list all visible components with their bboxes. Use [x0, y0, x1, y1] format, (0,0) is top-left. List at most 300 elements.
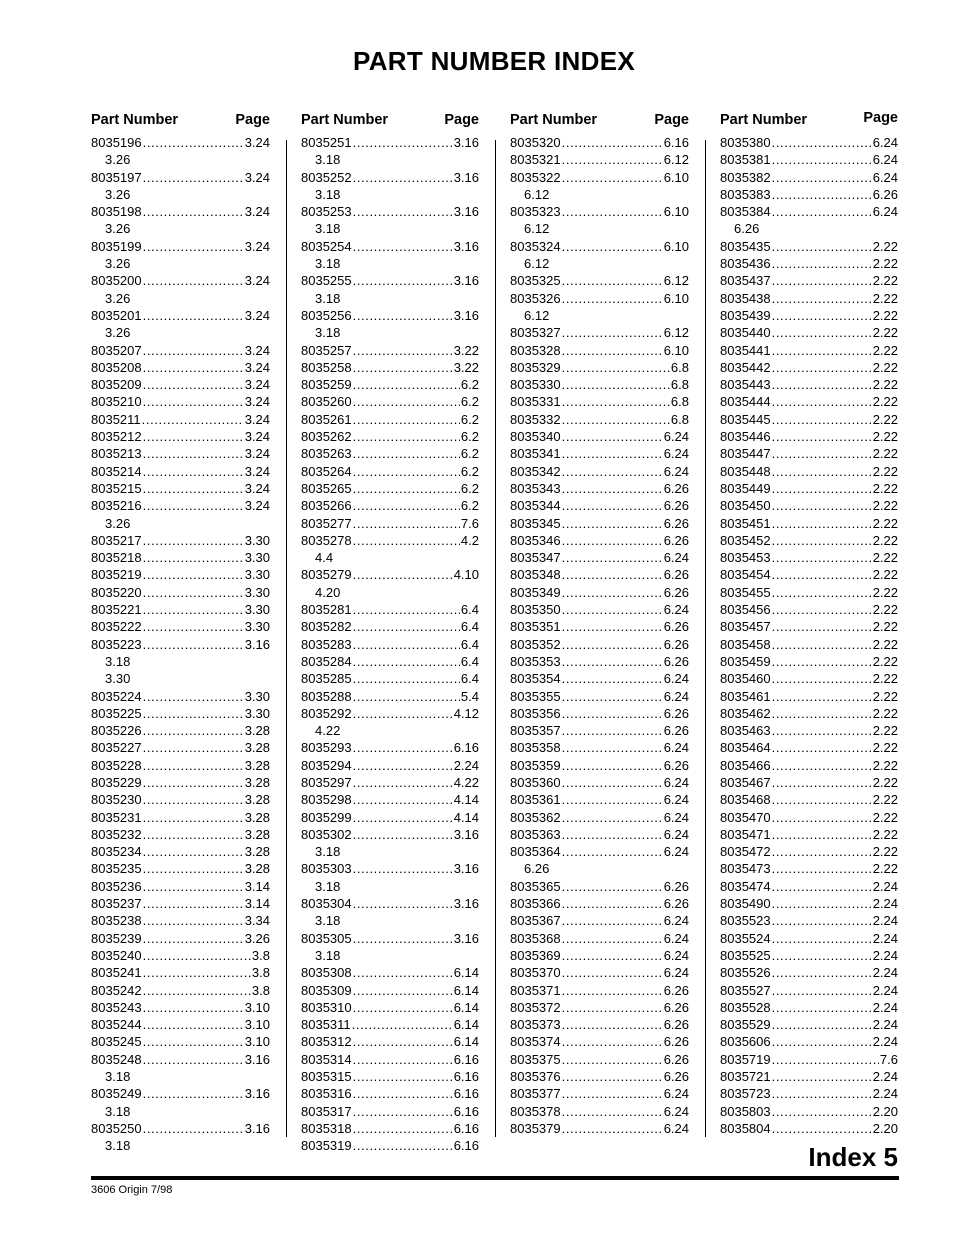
- index-entry: [301, 930, 479, 965]
- dot-leader: [353, 688, 460, 705]
- dot-leader: [562, 238, 663, 255]
- entry-line: [91, 428, 270, 445]
- entry-line: [510, 584, 689, 601]
- index-entry: [301, 964, 479, 981]
- dot-leader: [143, 272, 244, 289]
- index-entry: [91, 982, 270, 999]
- dot-leader: [353, 1085, 453, 1102]
- dot-leader: [353, 1051, 453, 1068]
- page-ref: 2.24: [872, 896, 898, 912]
- part-number: 8035316: [301, 1086, 352, 1102]
- page-ref: 6.26: [663, 705, 689, 721]
- part-number: 8035303: [301, 861, 352, 877]
- part-number: 8035285: [301, 671, 352, 687]
- entry-line: [720, 203, 898, 220]
- index-entry: [510, 1120, 689, 1137]
- part-number: 8035249: [91, 1086, 142, 1102]
- dot-leader: [562, 566, 663, 583]
- page-ref-continued: 4.20: [315, 584, 341, 600]
- part-number: 8035212: [91, 429, 142, 445]
- entry-line: [301, 860, 479, 877]
- entry-line: [510, 1033, 689, 1050]
- page-ref: 6.26: [663, 896, 689, 912]
- page-ref: 3.16: [244, 636, 270, 652]
- dot-leader: [772, 1120, 872, 1137]
- column-divider: [286, 140, 287, 1137]
- part-number: 8035356: [510, 705, 561, 721]
- page-ref: 6.16: [453, 1120, 479, 1136]
- page-ref: 6.26: [663, 982, 689, 998]
- page-ref-continued: 6.12: [524, 307, 550, 323]
- entry-line: [510, 463, 689, 480]
- page-ref: 2.22: [872, 774, 898, 790]
- entry-line: [720, 134, 898, 151]
- part-number: 8035209: [91, 377, 142, 393]
- page-ref: 3.22: [453, 359, 479, 375]
- index-entry: [720, 393, 898, 410]
- dot-leader: [353, 860, 453, 877]
- part-number: 8035450: [720, 498, 771, 514]
- entry-line: [510, 930, 689, 947]
- page-ref: 3.30: [244, 584, 270, 600]
- dot-leader: [772, 272, 872, 289]
- entry-line: [301, 134, 479, 151]
- page-ref: 3.24: [244, 394, 270, 410]
- dot-leader: [772, 670, 872, 687]
- page-ref: 3.28: [244, 774, 270, 790]
- page-ref: 6.14: [453, 1034, 479, 1050]
- index-entry: [91, 411, 270, 428]
- part-number: 8035231: [91, 809, 142, 825]
- entry-line: [510, 1103, 689, 1120]
- index-entry: [510, 999, 689, 1016]
- page-ref: 6.4: [460, 653, 479, 669]
- part-number: 8035263: [301, 446, 352, 462]
- index-entry: [510, 930, 689, 947]
- index-entry: [720, 1068, 898, 1085]
- part-number: 8035315: [301, 1069, 352, 1085]
- index-entry: [91, 359, 270, 376]
- part-number: 8035371: [510, 982, 561, 998]
- dot-leader: [562, 982, 663, 999]
- entry-line: [91, 359, 270, 376]
- entry-line: [510, 826, 689, 843]
- entry-line: [91, 203, 270, 220]
- index-entry: [91, 843, 270, 860]
- dot-leader: [143, 359, 244, 376]
- page-ref: 2.22: [872, 394, 898, 410]
- dot-leader: [143, 826, 244, 843]
- entry-line: [301, 1120, 479, 1137]
- dot-leader: [353, 411, 460, 428]
- entry-line: [720, 878, 898, 895]
- page-ref-continued: 3.26: [105, 256, 131, 272]
- index-entry: [510, 428, 689, 445]
- part-number: 8035468: [720, 792, 771, 808]
- entry-line: [91, 584, 270, 601]
- index-entry: [301, 670, 479, 687]
- index-entry: [91, 826, 270, 843]
- part-number: 8035225: [91, 705, 142, 721]
- part-number: 8035257: [301, 342, 352, 358]
- page-ref: 6.24: [663, 965, 689, 981]
- page-ref: 3.14: [244, 878, 270, 894]
- dot-leader: [353, 826, 453, 843]
- dot-leader: [562, 1051, 663, 1068]
- page-ref: 3.28: [244, 861, 270, 877]
- page-ref-continued: 3.26: [105, 221, 131, 237]
- entry-line: [510, 636, 689, 653]
- dot-leader: [353, 930, 453, 947]
- part-number: 8035435: [720, 238, 771, 254]
- entry-line: [720, 445, 898, 462]
- page-ref: 4.2: [460, 532, 479, 548]
- entry-line: [720, 324, 898, 341]
- index-entry: [510, 895, 689, 912]
- index-entry: [510, 1103, 689, 1120]
- page-ref: 6.24: [663, 809, 689, 825]
- dot-leader: [143, 532, 244, 549]
- index-entry: [720, 255, 898, 272]
- index-entry: [720, 774, 898, 791]
- entry-line: [301, 653, 479, 670]
- page-ref-continued: 3.18: [315, 325, 341, 341]
- page-ref: 6.26: [663, 567, 689, 583]
- dot-leader: [562, 324, 663, 341]
- entry-line: [301, 705, 479, 722]
- dot-leader: [562, 999, 663, 1016]
- entry-line: [91, 843, 270, 860]
- dot-leader: [143, 134, 244, 151]
- part-number: 8035528: [720, 999, 771, 1015]
- page-ref: 3.34: [244, 913, 270, 929]
- entry-line: [91, 1033, 270, 1050]
- entry-line: [510, 688, 689, 705]
- part-number: 8035374: [510, 1034, 561, 1050]
- index-entry: [510, 947, 689, 964]
- dot-leader: [353, 169, 453, 186]
- entry-line: [91, 1085, 270, 1102]
- index-entry: [301, 134, 479, 169]
- part-number: 8035221: [91, 602, 142, 618]
- part-number: 8035357: [510, 723, 561, 739]
- page-ref: 2.22: [872, 446, 898, 462]
- dot-leader: [353, 1033, 453, 1050]
- index-entry: [510, 791, 689, 808]
- dot-leader: [143, 757, 244, 774]
- page-ref: 6.26: [663, 619, 689, 635]
- part-number: 8035466: [720, 757, 771, 773]
- part-number: 8035277: [301, 515, 352, 531]
- dot-leader: [143, 376, 244, 393]
- page-ref: 6.24: [663, 826, 689, 842]
- part-number: 8035328: [510, 342, 561, 358]
- entry-line: [720, 359, 898, 376]
- dot-leader: [562, 739, 663, 756]
- index-entry: [510, 411, 689, 428]
- dot-leader: [353, 428, 460, 445]
- dot-leader: [353, 445, 460, 462]
- dot-leader: [562, 878, 663, 895]
- part-number: 8035372: [510, 999, 561, 1015]
- part-number: 8035320: [510, 135, 561, 150]
- entry-line: [510, 238, 689, 255]
- index-entry: [720, 1033, 898, 1050]
- entry-line: [301, 670, 479, 687]
- entry-line: [301, 688, 479, 705]
- part-number: 8035282: [301, 619, 352, 635]
- index-entry: [510, 290, 689, 325]
- dot-leader: [772, 878, 872, 895]
- entry-line: [720, 860, 898, 877]
- index-entry: [510, 1033, 689, 1050]
- part-number: 8035355: [510, 688, 561, 704]
- part-number: 8035207: [91, 342, 142, 358]
- entry-line: [720, 826, 898, 843]
- index-entry: [91, 999, 270, 1016]
- entry-line: [510, 653, 689, 670]
- page-ref: 6.24: [872, 135, 898, 150]
- dot-leader: [772, 480, 872, 497]
- entry-line: [510, 1016, 689, 1033]
- page-ref: 2.22: [872, 325, 898, 341]
- entry-line: [720, 670, 898, 687]
- dot-leader: [353, 393, 460, 410]
- entry-line: [301, 480, 479, 497]
- page-ref: 3.10: [244, 1017, 270, 1033]
- index-entry: [720, 1103, 898, 1120]
- dot-leader: [143, 445, 244, 462]
- index-column-3: [510, 110, 689, 1137]
- page-ref: 3.24: [244, 480, 270, 496]
- entry-line: [510, 290, 689, 307]
- part-number: 8035228: [91, 757, 142, 773]
- part-number: 8035319: [301, 1138, 352, 1154]
- page-ref: 3.24: [244, 204, 270, 220]
- part-number: 8035217: [91, 532, 142, 548]
- part-number: 8035354: [510, 671, 561, 687]
- index-entry: [720, 791, 898, 808]
- entry-line: [720, 1068, 898, 1085]
- dot-leader: [772, 290, 872, 307]
- part-number: 8035470: [720, 809, 771, 825]
- page-ref: 6.10: [663, 290, 689, 306]
- page-ref-continued: 3.26: [105, 152, 131, 168]
- part-number: 8035200: [91, 273, 142, 289]
- dot-leader: [772, 463, 872, 480]
- page-ref: 6.24: [663, 446, 689, 462]
- entry-line: [510, 601, 689, 618]
- part-number: 8035529: [720, 1017, 771, 1033]
- page-ref: 3.24: [244, 498, 270, 514]
- entry-line: [720, 1103, 898, 1120]
- column-header: [301, 110, 479, 134]
- entry-line: [720, 791, 898, 808]
- dot-leader: [562, 359, 670, 376]
- page-heading: Page: [654, 112, 689, 128]
- part-number: 8035451: [720, 515, 771, 531]
- index-entry: [720, 809, 898, 826]
- page-ref: 6.24: [663, 1120, 689, 1136]
- dot-leader: [353, 999, 453, 1016]
- column-divider: [495, 140, 496, 1137]
- index-entry: [301, 705, 479, 740]
- entry-line: [510, 1068, 689, 1085]
- index-entry: [720, 463, 898, 480]
- part-number: 8035229: [91, 774, 142, 790]
- page-ref: 6.16: [663, 135, 689, 150]
- page-ref: 2.22: [872, 515, 898, 531]
- entry-line: [510, 324, 689, 341]
- index-entry: [301, 895, 479, 930]
- dot-leader: [353, 653, 460, 670]
- dot-leader: [562, 584, 663, 601]
- dot-leader: [772, 428, 872, 445]
- page-ref: 2.22: [872, 844, 898, 860]
- entry-line: [510, 1085, 689, 1102]
- part-number: 8035369: [510, 947, 561, 963]
- entry-line: [91, 999, 270, 1016]
- index-entry: [301, 1016, 479, 1033]
- entry-line: [301, 601, 479, 618]
- page-ref-continued: 4.4: [315, 550, 334, 566]
- page-ref: 6.16: [453, 1051, 479, 1067]
- entry-line: [510, 722, 689, 739]
- index-entry: [720, 653, 898, 670]
- index-entry: [510, 739, 689, 756]
- entry-line: [720, 307, 898, 324]
- entry-line: [720, 930, 898, 947]
- page-ref: 3.8: [251, 947, 270, 963]
- page-ref: 6.16: [453, 1103, 479, 1119]
- page-ref-continued: 3.18: [315, 152, 341, 168]
- index-entry: [301, 307, 479, 342]
- index-entry: [301, 791, 479, 808]
- entry-line: [720, 584, 898, 601]
- entry-line: [510, 342, 689, 359]
- index-entry: [91, 584, 270, 601]
- entry-line: [510, 999, 689, 1016]
- index-entry: [720, 843, 898, 860]
- page-ref: 6.16: [453, 1086, 479, 1102]
- part-number: 8035201: [91, 307, 142, 323]
- index-entry: [91, 739, 270, 756]
- part-number: 8035223: [91, 636, 142, 652]
- page-ref: 3.24: [244, 169, 270, 185]
- part-number: 8035244: [91, 1017, 142, 1033]
- part-number: 8035331: [510, 394, 561, 410]
- index-entry: [720, 912, 898, 929]
- dot-leader: [562, 774, 663, 791]
- index-entry: [510, 272, 689, 289]
- dot-leader: [562, 964, 663, 981]
- dot-leader: [772, 238, 872, 255]
- entry-line: [510, 272, 689, 289]
- index-entry: [720, 1120, 898, 1137]
- index-entry: [510, 342, 689, 359]
- dot-leader: [772, 947, 872, 964]
- part-number: 8035378: [510, 1103, 561, 1119]
- footer-text: 3606 Origin 7/98: [91, 1184, 173, 1196]
- page-ref-continued: 4.22: [315, 723, 341, 739]
- index-entry: [510, 238, 689, 273]
- dot-leader: [772, 324, 872, 341]
- entry-line: [91, 757, 270, 774]
- index-entry: [91, 774, 270, 791]
- entry-line: [510, 912, 689, 929]
- entry-line: [91, 532, 270, 549]
- part-number: 8035234: [91, 844, 142, 860]
- dot-leader: [772, 912, 872, 929]
- part-number: 8035318: [301, 1120, 352, 1136]
- entry-line: [720, 1051, 898, 1068]
- page-ref: 2.22: [872, 567, 898, 583]
- dot-leader: [772, 584, 872, 601]
- index-entry: [91, 480, 270, 497]
- index-entry: [91, 878, 270, 895]
- part-number: 8035439: [720, 307, 771, 323]
- dot-leader: [143, 584, 244, 601]
- dot-leader: [353, 359, 453, 376]
- dot-leader: [562, 1120, 663, 1137]
- part-number: 8035322: [510, 169, 561, 185]
- part-number: 8035721: [720, 1069, 771, 1085]
- column-header: [91, 110, 270, 134]
- dot-leader: [772, 722, 872, 739]
- page-ref: 2.22: [872, 619, 898, 635]
- dot-leader: [562, 912, 663, 929]
- part-number: 8035265: [301, 480, 352, 496]
- page-ref: 3.24: [244, 463, 270, 479]
- entry-line: [91, 601, 270, 618]
- index-entry: [301, 1137, 479, 1154]
- page-ref: 2.22: [872, 498, 898, 514]
- page-ref: 6.24: [663, 1103, 689, 1119]
- entry-line: [91, 618, 270, 635]
- dot-leader: [353, 134, 453, 151]
- index-entry: [301, 238, 479, 273]
- part-number: 8035342: [510, 463, 561, 479]
- page-ref: 3.26: [244, 930, 270, 946]
- index-entry: [510, 1085, 689, 1102]
- part-number: 8035381: [720, 152, 771, 168]
- index-entry: [301, 1033, 479, 1050]
- entry-line: [720, 809, 898, 826]
- entry-line: [91, 982, 270, 999]
- entry-line: [720, 549, 898, 566]
- page-ref: 6.26: [663, 532, 689, 548]
- page-ref: 5.4: [460, 688, 479, 704]
- dot-leader: [143, 930, 244, 947]
- part-number: 8035366: [510, 896, 561, 912]
- page-ref: 6.8: [670, 359, 689, 375]
- part-number: 8035360: [510, 774, 561, 790]
- dot-leader: [562, 843, 663, 860]
- entry-line: [510, 549, 689, 566]
- index-entry: [510, 324, 689, 341]
- part-number: 8035383: [720, 186, 771, 202]
- page-ref: 3.30: [244, 550, 270, 566]
- dot-leader: [562, 1068, 663, 1085]
- page-ref: 6.26: [663, 498, 689, 514]
- page-ref: 4.14: [453, 792, 479, 808]
- page-ref: 3.28: [244, 757, 270, 773]
- page-ref: 3.30: [244, 688, 270, 704]
- entry-list: [301, 134, 479, 1155]
- page-ref: 3.16: [453, 135, 479, 150]
- page-ref: 3.16: [453, 169, 479, 185]
- dot-leader: [772, 1033, 872, 1050]
